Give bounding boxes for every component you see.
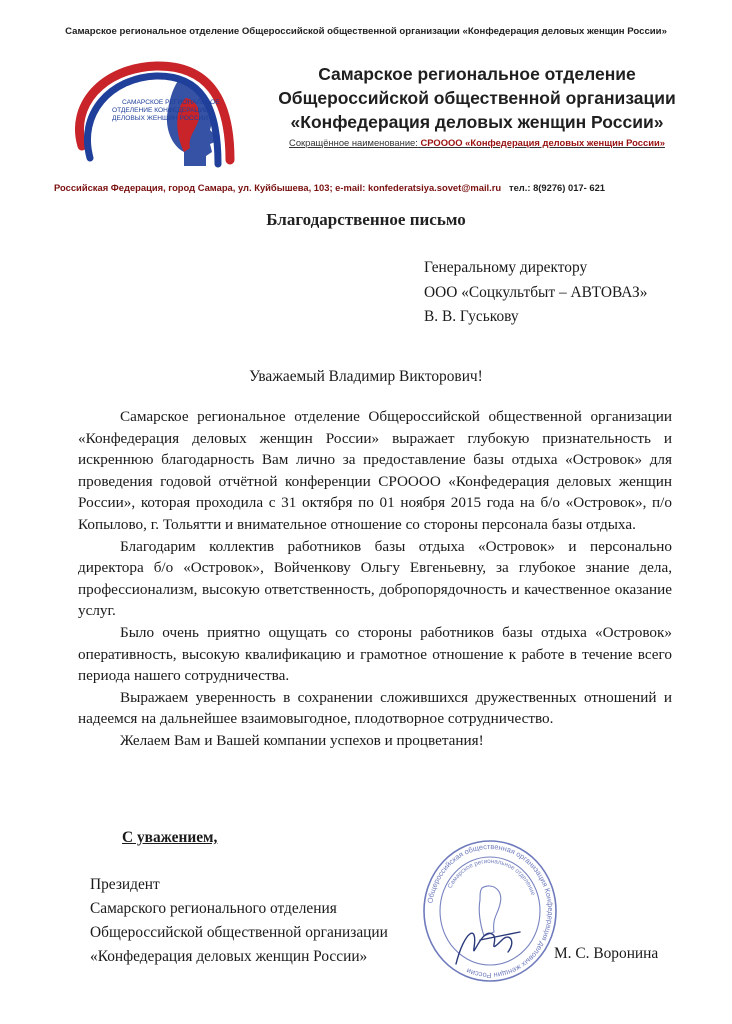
- short-name-line: [262, 137, 692, 148]
- org-title-line: «Конфедерация деловых женщин России»: [290, 112, 664, 132]
- address-text: Российская Федерация, город Самара, ул. Куйбышева, 103; e-mail: konfederatsiya.sovet@mail.ru: [54, 182, 502, 193]
- svg-text:Самарское региональное отделен: [447, 858, 537, 897]
- signer-position-line: Общероссийской общественной организации: [90, 924, 388, 941]
- logo-text-line-3: ДЕЛОВЫХ ЖЕНЩИН РОССИИ: [112, 115, 208, 122]
- logo-text-line-2: ОТДЕЛЕНИЕ КОНФЕДЕРАЦИИ: [112, 107, 209, 114]
- header-top-line: Самарское региональное отделение Общероссийской общественной организации «Конфедерация деловых женщин России»: [65, 26, 667, 37]
- stamp-figure: [479, 886, 501, 936]
- signer-name: М. С. Воронина: [554, 945, 659, 962]
- addressee-line: Генеральному директору: [424, 259, 588, 276]
- organization-title: [262, 62, 692, 134]
- stamp-outer-text: Общероссийская общественная организация Конфедерация деловых женщин России: [425, 841, 556, 981]
- body-paragraph: Желаем Вам и Вашей компании успехов и процветания!: [120, 731, 484, 749]
- addressee-line: В. В. Гуськову: [424, 308, 519, 325]
- phone-text: тел.: 8(9276) 017- 621: [508, 182, 606, 193]
- org-title-line: Самарское региональное отделение: [318, 64, 636, 84]
- signer-position-line: Президент: [90, 876, 160, 893]
- body-paragraph: Было очень приятно ощущать со стороны работников базы отдыха «Островок» оперативность, высокую квалификацию и грамотное отношение к работе в течение всего периода нашего сотрудничества.: [78, 623, 672, 685]
- signer-position-line: Самарского регионального отделения: [90, 900, 337, 917]
- body-paragraph: Выражаем уверенность в сохранении сложившихся дружественных отношений и надеемся на дальнейшее взаимовыгодное, плодотворное сотрудничество.: [78, 688, 672, 728]
- closing-phrase: С уважением,: [122, 829, 218, 846]
- official-stamp: [420, 836, 560, 986]
- signer-position: [90, 873, 388, 969]
- letter-body: [78, 406, 672, 752]
- addressee-block: [424, 256, 647, 330]
- handwritten-signature: [456, 932, 520, 964]
- address-line: [54, 182, 694, 193]
- logo-text-line-1: САМАРСКОЕ РЕГИОНАЛЬНОЕ: [122, 99, 220, 106]
- signer-position-line: «Конфедерация деловых женщин России»: [90, 948, 368, 965]
- salutation: Уважаемый Владимир Викторович!: [249, 368, 483, 385]
- short-name-label: Сокращённое наименование:: [289, 137, 418, 148]
- short-name-value: СРОООО «Конфедерация деловых женщин России»: [420, 137, 665, 148]
- addressee-line: ООО «Соцкультбыт – АВТОВАЗ»: [424, 283, 648, 301]
- stamp-inner-text: Самарское региональное отделение: [446, 857, 537, 897]
- body-paragraph: Благодарим коллектив работников базы отдыха «Островок» и персонально директора б/о «Островок», Войченкову Ольгу Евгеньевну, за глубокое знание дела, профессионализм, высокую ответственность, добропорядочность и качественное оказание услуг.: [78, 537, 672, 620]
- organization-logo: [60, 48, 250, 170]
- body-paragraph: Самарское региональное отделение Общероссийской общественной организации «Конфедерация деловых женщин России» выражает глубокую признательность и искреннюю благодарность Вам лично за предоставление базы отдыха «Островок» для проведения годовой отчётной конференции СРОООО «Конфедерация деловых женщин России», которая проходила с 31 октября по 01 ноября 2015 года на б/о «Островок», п/о Копылово, г. Тольятти и внимательное отношение со стороны персонала базы отдыха.: [78, 408, 672, 533]
- letter-title: Благодарственное письмо: [266, 210, 466, 229]
- org-title-line: Общероссийской общественной организации: [278, 88, 676, 108]
